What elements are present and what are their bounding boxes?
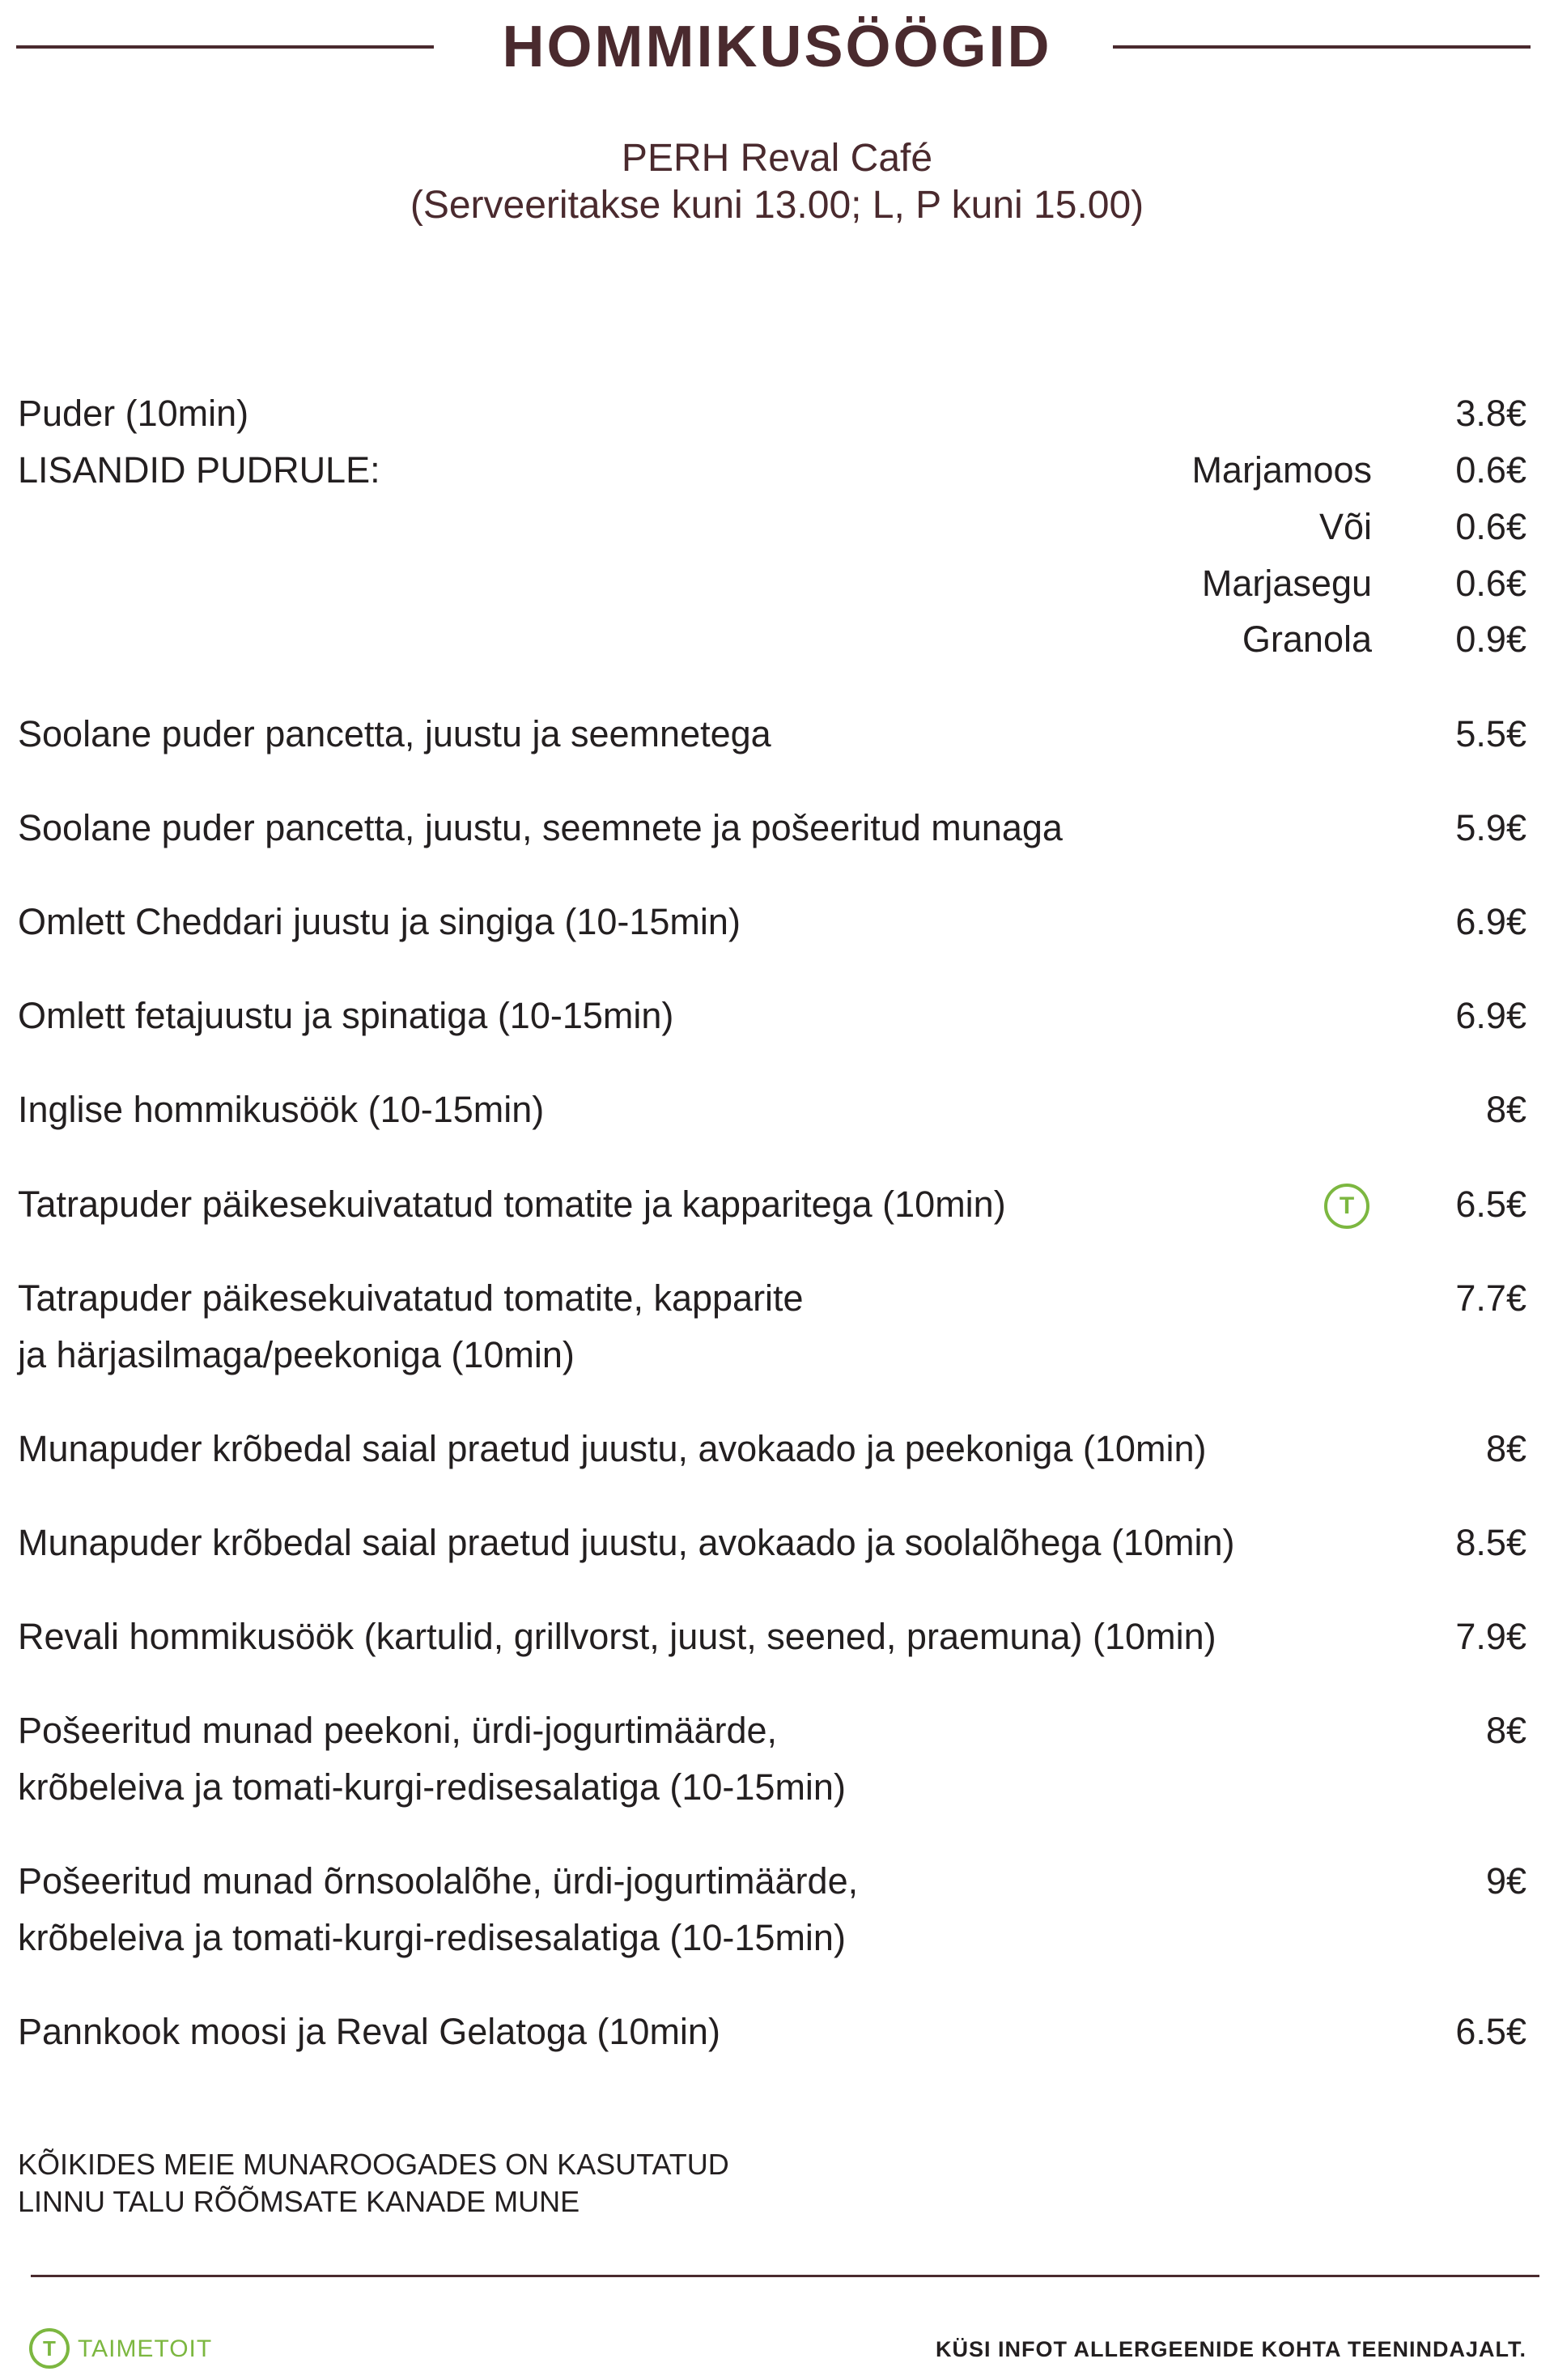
- menu-item-price: 6.5€: [1455, 2011, 1526, 2052]
- addon-price: 0.6€: [1455, 506, 1526, 547]
- footer-divider: [31, 2275, 1539, 2277]
- menu-item-price: 7.7€: [1455, 1277, 1526, 1319]
- menu-item-name: Munapuder krõbedal saial praetud juustu, avokaado ja peekoniga (10min): [18, 1428, 1207, 1469]
- menu-item-name: Pannkook moosi ja Reval Gelatoga (10min): [18, 2011, 720, 2052]
- menu-item-name-line2: krõbeleiva ja tomati-kurgi-redisesalatiga (10-15min): [18, 1766, 846, 1808]
- addon-price: 0.9€: [1455, 618, 1526, 660]
- menu-item-price: 3.8€: [1455, 393, 1526, 434]
- menu-item-price: 6.9€: [1455, 995, 1526, 1036]
- menu-item-price: 5.5€: [1455, 713, 1526, 754]
- page-title: HOMMIKUSÖÖGID: [502, 15, 1052, 79]
- menu-item-name: Tatrapuder päikesekuivatatud tomatite ja kapparitega (10min): [18, 1184, 1006, 1225]
- egg-source-note: KÕIKIDES MEIE MUNAROOGADES ON KASUTATUD: [18, 2148, 729, 2181]
- menu-item-name: Omlett Cheddari juustu ja singiga (10-15min): [18, 901, 741, 942]
- menu-item-price: 8€: [1485, 1089, 1526, 1130]
- menu-item-name: Pošeeritud munad õrnsoolalõhe, ürdi-jogurtimäärde,: [18, 1860, 859, 1902]
- venue-name: PERH Reval Café: [621, 137, 933, 180]
- menu-item-price: 7.9€: [1455, 1616, 1526, 1657]
- menu-item-price: 9€: [1485, 1860, 1526, 1902]
- menu-item-name: Puder (10min): [18, 393, 249, 434]
- menu-item-price: 6.9€: [1455, 901, 1526, 942]
- addon-name: Marjasegu: [1201, 563, 1372, 604]
- menu-item-name: Omlett fetajuustu ja spinatiga (10-15min): [18, 995, 674, 1036]
- addon-price: 0.6€: [1455, 449, 1526, 491]
- vegan-legend-label: TAIMETOIT: [78, 2335, 213, 2362]
- addon-name: Marjamoos: [1191, 449, 1372, 491]
- addon-name: Granola: [1242, 618, 1372, 660]
- menu-item-name: Soolane puder pancetta, juustu, seemnete ja pošeeritud munaga: [18, 807, 1063, 848]
- vegan-legend-icon: T: [29, 2328, 70, 2369]
- addon-name: Või: [1318, 506, 1372, 547]
- addons-label: LISANDID PUDRULE:: [18, 449, 380, 491]
- menu-item-name-line2: krõbeleiva ja tomati-kurgi-redisesalatiga (10-15min): [18, 1917, 846, 1958]
- vegan-badge-icon: T: [1324, 1184, 1369, 1229]
- serving-hours: (Serveeritakse kuni 13.00; L, P kuni 15.00): [410, 184, 1144, 227]
- menu-item-name-line2: ja härjasilmaga/peekoniga (10min): [18, 1334, 575, 1375]
- menu-item-price: 8€: [1485, 1710, 1526, 1751]
- egg-source-note-line2: LINNU TALU RÕÕMSATE KANADE MUNE: [18, 2185, 580, 2218]
- menu-item-name: Inglise hommikusöök (10-15min): [18, 1089, 545, 1130]
- menu-item-price: 8.5€: [1455, 1522, 1526, 1563]
- menu-item-price: 5.9€: [1455, 807, 1526, 848]
- menu-item-name: Tatrapuder päikesekuivatatud tomatite, kapparite: [18, 1277, 804, 1319]
- menu-item-name: Pošeeritud munad peekoni, ürdi-jogurtimäärde,: [18, 1710, 778, 1751]
- menu-item-price: 6.5€: [1455, 1184, 1526, 1225]
- menu-item-price: 8€: [1485, 1428, 1526, 1469]
- menu-item-name: Soolane puder pancetta, juustu ja seemnetega: [18, 713, 771, 754]
- allergen-info-note: KÜSI INFOT ALLERGEENIDE KOHTA TEENINDAJALT.: [935, 2337, 1526, 2361]
- menu-item-name: Revali hommikusöök (kartulid, grillvorst, juust, seened, praemuna) (10min): [18, 1616, 1216, 1657]
- addon-price: 0.6€: [1455, 563, 1526, 604]
- menu-item-name: Munapuder krõbedal saial praetud juustu, avokaado ja soolalõhega (10min): [18, 1522, 1235, 1563]
